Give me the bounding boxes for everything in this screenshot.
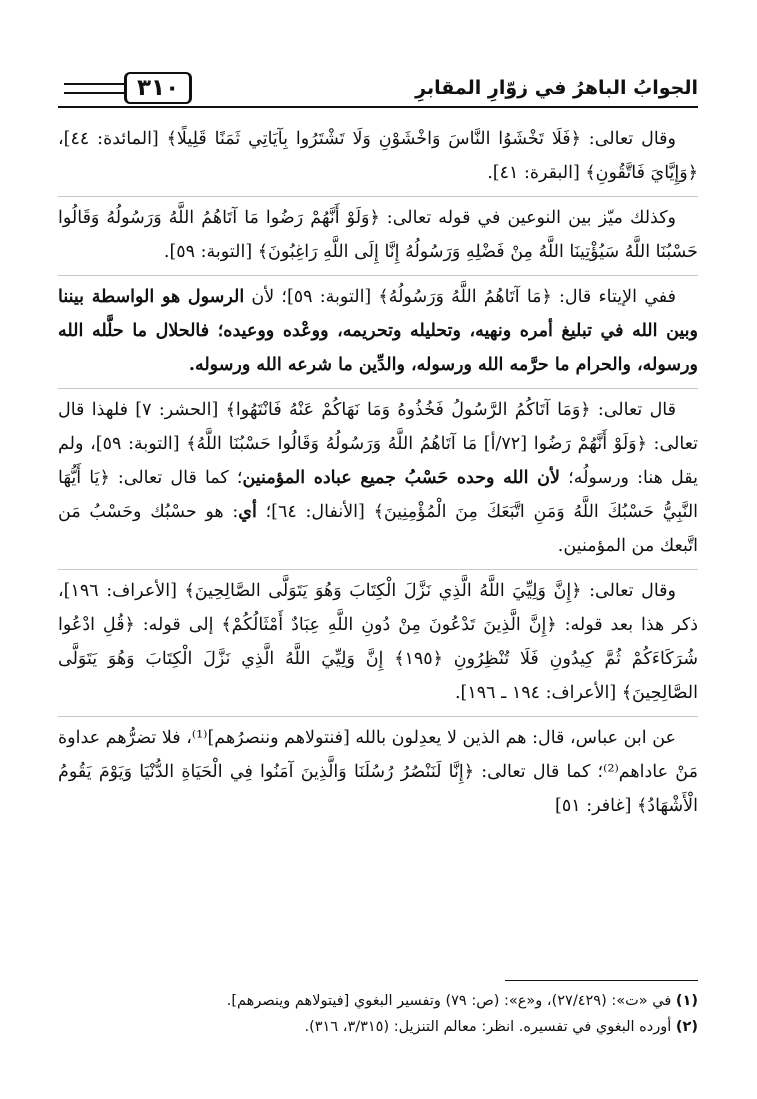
paragraph — [58, 275, 698, 388]
text-segment: : هو حسْبُك وحَسْبُ مَن اتَّبعك من المؤمنين. — [58, 502, 698, 556]
page-header — [58, 70, 698, 106]
text-segment: وقال تعالى: ﴿إِنَّ وَلِيِّيَ اللَّهُ الَّذِي نَزَّلَ الْكِتَابَ وَهُوَ يَتَوَلَّى الصَّالِحِينَ﴾ [الأعراف: ١٩٦]، ذكر هذا بعد قوله: ﴿إِنَّ الَّذِينَ تَدْعُونَ مِنْ دُونِ اللَّهِ عِبَادٌ أَمْثَالُكُمْ﴾ إلى قوله: ﴿قُلِ ادْعُوا شُرَكَاءَكُمْ ثُمَّ كِيدُونِ فَلَا تُنْظِرُونِ ﴿١٩٥﴾ إِنَّ وَلِيِّيَ اللَّهُ الَّذِي نَزَّلَ الْكِتَابَ وَهُوَ يَتَوَلَّى الصَّالِحِينَ﴾ [الأعراف: ١٩٤ ـ ١٩٦]. — [58, 581, 698, 703]
header-ornament — [64, 83, 124, 94]
text-segment: ⁽²⁾ — [603, 762, 619, 782]
bold-text: الرسول هو الواسطة بيننا وبين الله في تبليغ أمره ونهيه، وتحليله وتحريمه، ووعْده ووعيده؛ فالحلال ما حلَّله الله ورسوله، والحرام ما حرَّمه الله ورسوله، والدِّين ما شرعه الله ورسوله. — [58, 287, 698, 375]
bold-text: أي — [238, 502, 257, 522]
text-segment: ⁽¹⁾ — [191, 728, 208, 748]
footnote-number: (٢) — [675, 1019, 698, 1035]
footnote-divider — [505, 980, 698, 981]
paragraph — [58, 716, 698, 829]
text-segment: ؛ كما قال تعالى: ﴿إِنَّا لَنَنْصُرُ رُسُلَنَا وَالَّذِينَ آمَنُوا فِي الْحَيَاةِ الدُّنْيَا وَيَوْمَ يَقُومُ الْأَشْهَادُ﴾ [غافر: ٥١] — [58, 762, 698, 816]
header-divider — [58, 106, 698, 108]
page-number: ٣١٠ — [124, 72, 192, 104]
footnote-text: في «ت»: (٢٧/٤٢٩)، و«ع»: (ص: ٧٩) وتفسير البغوي [فيتولاهم وينصرهم]. — [226, 993, 676, 1009]
footnote-text: أورده البغوي في تفسيره. انظر: معالم التنزيل: (٣/٣١٥، ٣١٦). — [304, 1019, 676, 1035]
text-segment: وكذلك ميّز بين النوعين في قوله تعالى: ﴿وَلَوْ أَنَّهُمْ رَضُوا مَا آتَاهُمُ اللَّهُ وَرَسُولُهُ وَقَالُوا حَسْبُنَا اللَّهُ سَيُؤْتِينَا اللَّهُ مِنْ فَضْلِهِ وَرَسُولُهُ إِنَّا إِلَى اللَّهِ رَاغِبُونَ﴾ [التوبة: ٥٩]. — [58, 208, 698, 262]
text-segment: ؛ كما قال تعالى: ﴿يَا أَيُّهَا النَّبِيُّ حَسْبُكَ اللَّهُ وَمَنِ اتَّبَعَكَ مِنَ الْمُؤْمِنِينَ﴾ [الأنفال: ٦٤]؛ — [58, 468, 699, 522]
text-segment: عن ابن عباس، قال: هم الذين لا يعدِلون بالله [فنتولاهم وننصرُهم] — [207, 728, 676, 748]
text-segment: قال تعالى: ﴿وَمَا آتَاكُمُ الرَّسُولُ فَخُذُوهُ وَمَا نَهَاكُمْ عَنْهُ فَانْتَهُوا﴾ [الحشر: ٧] فلهذا قال تعالى: ﴿وَلَوْ أَنَّهُمْ رَضُوا [٧٢/أ] مَا آتَاهُمُ اللَّهُ وَرَسُولُهُ وَقَالُوا حَسْبُنَا اللَّهُ﴾ [التوبة: ٥٩]، ولم يقل هنا: ورسولُه؛ — [58, 400, 699, 488]
page-number-box — [58, 72, 192, 104]
text-segment: وقال تعالى: ﴿فَلَا تَخْشَوُا النَّاسَ وَاخْشَوْنِ وَلَا تَشْتَرُوا بِآيَاتِي ثَمَنًا قَلِيلًا﴾ [المائدة: ٤٤]، ﴿وَإِيَّايَ فَاتَّقُونِ﴾ [البقرة: ٤١]. — [58, 129, 698, 183]
text-segment: ، فلا تضرُّهم عداوة مَنْ عاداهم — [58, 728, 698, 782]
footnote-number: (١) — [675, 993, 698, 1009]
paragraph — [58, 388, 698, 569]
paragraph — [58, 196, 698, 275]
footnotes — [58, 988, 698, 1040]
text-segment: ففي الإيتاء قال: ﴿مَا آتَاهُمُ اللَّهُ وَرَسُولُهُ﴾ [التوبة: ٥٩]؛ لأن — [244, 287, 676, 307]
paragraph — [58, 569, 698, 716]
footnote — [58, 1014, 698, 1040]
running-title: الجوابُ الباهرُ في زوّارِ المقابرِ — [415, 77, 698, 99]
bold-text: لأن الله وحده حَسْبُ جميع عباده المؤمنين — [242, 468, 560, 488]
footnote — [58, 988, 698, 1014]
paragraph — [58, 122, 698, 196]
main-text — [58, 122, 698, 829]
